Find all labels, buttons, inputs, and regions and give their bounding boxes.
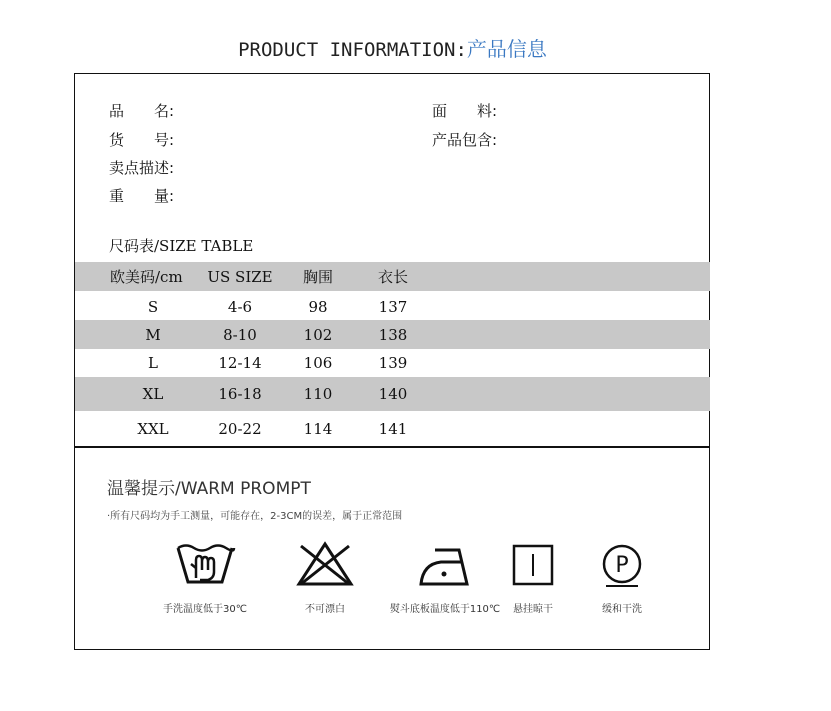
cell-size: XXL [137, 419, 169, 438]
svg-text:P: P [615, 553, 629, 578]
cell-length: 138 [378, 325, 408, 344]
care-item-hand-wash [145, 540, 265, 615]
sku-label: 货 号: [109, 131, 175, 149]
care-label: 不可漂白 [305, 604, 345, 615]
cell-length: 139 [378, 353, 408, 372]
no-bleach-icon [295, 540, 355, 588]
size-table-header [75, 262, 710, 291]
table-row [75, 348, 710, 377]
care-item-no-bleach [265, 540, 385, 615]
warm-prompt-title: 温馨提示/WARM PROMPT [107, 479, 311, 499]
cell-bust: 110 [303, 385, 333, 403]
selling-points-label: 卖点描述: [109, 159, 175, 177]
care-item-dry-clean [562, 540, 682, 615]
cell-size: S [147, 297, 159, 316]
header-bust: 胸围 [302, 268, 333, 286]
care-label: 手洗温度低于30℃ [163, 604, 247, 615]
cell-bust: 114 [303, 419, 333, 438]
cell-length: 141 [378, 419, 408, 438]
cell-length: 137 [378, 297, 408, 316]
cell-size: M [145, 325, 161, 344]
care-label: 熨斗底板温度低于110℃ [389, 604, 501, 615]
cell-us-size: 8-10 [223, 325, 257, 344]
cell-length: 140 [378, 385, 408, 403]
dry-clean-icon [592, 540, 652, 588]
hand-wash-icon [174, 540, 236, 588]
table-row [75, 320, 710, 349]
care-label: 悬挂晾干 [513, 604, 553, 615]
header-eu-size: 欧美码/cm [110, 268, 183, 286]
care-label: 缓和干洗 [602, 604, 642, 615]
size-table-title: 尺码表/SIZE TABLE [109, 237, 254, 255]
header-length: 衣长 [377, 268, 408, 286]
cell-us-size: 16-18 [218, 385, 262, 403]
section-divider [75, 446, 710, 448]
table-row [75, 377, 710, 411]
iron-icon [415, 540, 475, 588]
weight-label: 重 量: [109, 187, 175, 205]
title-en: PRODUCT INFORMATION: [238, 39, 467, 61]
cell-size: XL [142, 385, 164, 403]
cell-us-size: 12-14 [218, 353, 262, 372]
product-name-label: 品 名: [109, 102, 175, 120]
cell-bust: 106 [303, 353, 333, 372]
cell-us-size: 4-6 [227, 297, 253, 316]
cell-us-size: 20-22 [218, 419, 262, 438]
header-us-size: US SIZE [207, 267, 273, 286]
title-cn: 产品信息 [466, 37, 547, 61]
page-title [0, 33, 785, 62]
hang-dry-icon [503, 540, 563, 588]
cell-bust: 98 [308, 297, 328, 316]
fabric-label: 面 料: [432, 102, 498, 120]
package-label: 产品包含: [432, 131, 498, 149]
table-row [75, 292, 710, 321]
cell-bust: 102 [303, 325, 333, 344]
cell-size: L [148, 353, 158, 372]
table-row [75, 414, 710, 443]
warm-prompt-note: ·所有尺码均为手工测量，可能存在，2-3CM的误差，属于正常范围 [107, 511, 403, 522]
